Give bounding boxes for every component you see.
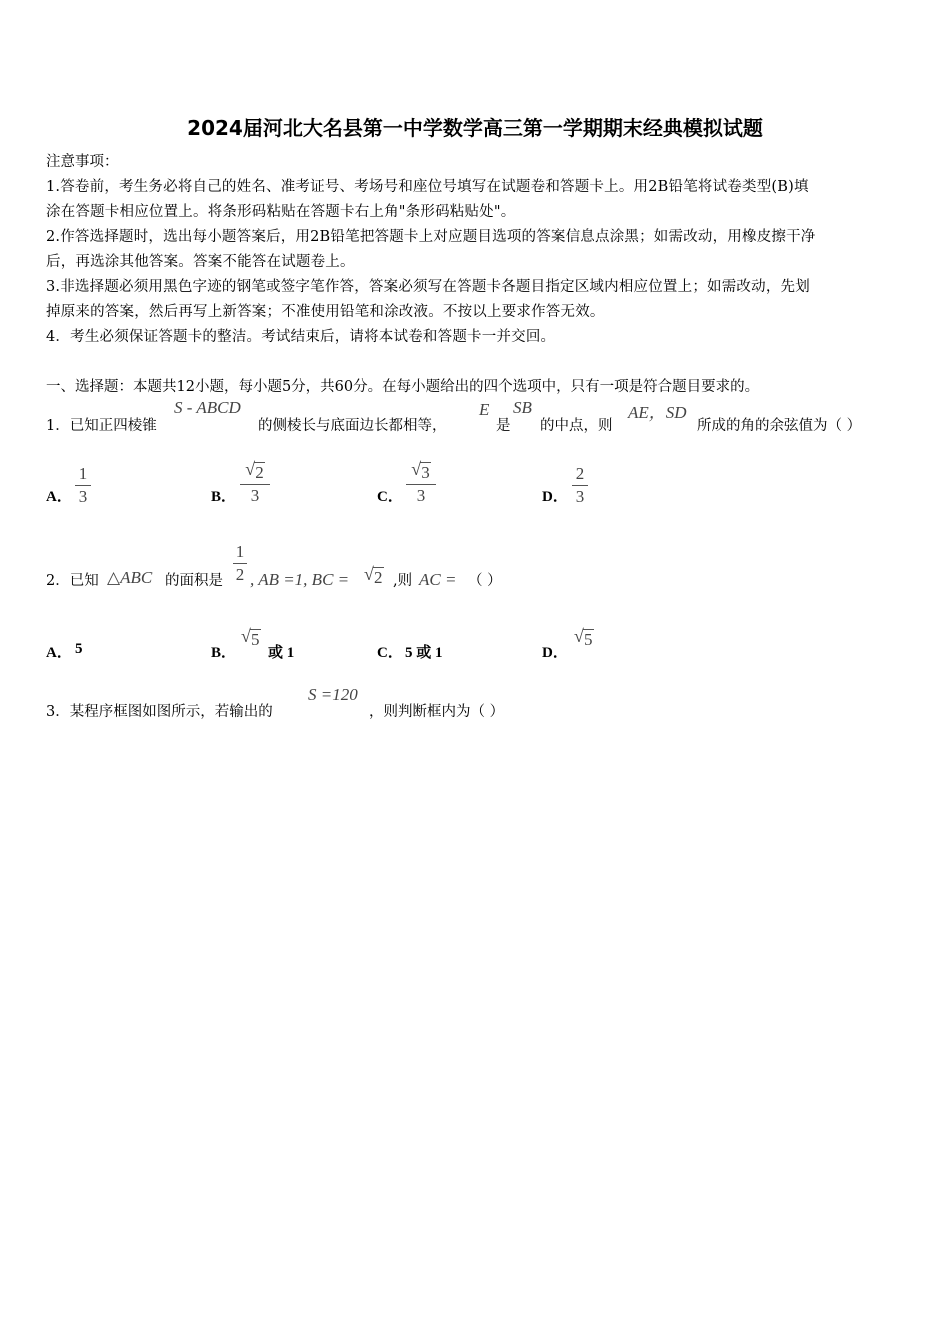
q2-option-d-radicand: 5 [584, 630, 593, 649]
sqrt-symbol: √ 5 [574, 626, 593, 649]
fraction-bar [233, 563, 247, 564]
q2-option-b-label[interactable]: B． [211, 645, 237, 661]
q2-math-triangle: △ABC [107, 568, 153, 587]
sqrt-symbol: √ 3 [411, 459, 430, 482]
q3-math-output [308, 685, 358, 705]
q2-math-sqrt2 [364, 564, 384, 588]
fraction-bar [75, 485, 91, 486]
fraction-bar [240, 484, 270, 485]
q2-option-b-radicand: 5 [251, 630, 260, 649]
q2-area-numerator: 1 [235, 542, 245, 561]
notice-line-3: 2.作答选择题时，选出每小题答案后，用2B铅笔把答题卡上对应题目选项的答案信息点涂黑；如需改动，用橡皮擦干净 [46, 229, 816, 245]
notice-line-5: 3.非选择题必须用黑色字迹的钢笔或签字笔作答，答案必须写在答题卡各题目指定区域内相应位置上；如需改动，先划 [46, 279, 810, 295]
q1-option-d-label[interactable]: D． [542, 489, 568, 505]
q1-option-b-fraction[interactable] [240, 459, 270, 506]
q1-math-e: E [479, 400, 490, 419]
q1-text-3: 是 [496, 418, 511, 434]
q2-option-a-value[interactable]: 5 [75, 641, 83, 657]
q1-text-1: 1．已知正四棱锥 [46, 418, 157, 434]
q1-option-d-fraction[interactable] [572, 464, 588, 507]
q1-math-pyramid: S - ABCD [174, 398, 241, 417]
q2-text-1: 2．已知 [46, 573, 99, 589]
q1-option-c-label[interactable]: C． [377, 489, 403, 505]
q1-option-d-numerator: 2 [575, 464, 585, 483]
q2-text-3: ,则 [393, 573, 413, 589]
q2-option-a-label[interactable]: A． [46, 645, 72, 661]
q2-text-4: （ ） [468, 573, 502, 589]
q2-option-c-label[interactable]: C． [377, 645, 403, 661]
q1-option-b-denominator: 3 [250, 486, 260, 505]
notice-line-6: 掉原来的答案，然后再写上新答案；不准使用铅笔和涂改液。不按以上要求作答无效。 [46, 304, 605, 320]
q1-math-lines: AE，SD [628, 403, 687, 422]
q3-text-1: 3．某程序框图如图所示，若输出的 [46, 704, 273, 720]
q2-radicand: 2 [374, 568, 383, 587]
q1-math-sb: SB [513, 398, 532, 417]
page-title: 2024届河北大名县第一中学数学高三第一学期期末经典模拟试题 [187, 116, 763, 140]
sqrt-symbol: √ 2 [245, 459, 264, 482]
notice-line-2: 涂在答题卡相应位置上。将条形码粘贴在答题卡右上角"条形码粘贴处"。 [46, 204, 516, 220]
q1-option-c-denominator: 3 [416, 486, 426, 505]
fraction-bar [406, 484, 436, 485]
q2-option-d-label[interactable]: D． [542, 645, 568, 661]
q2-area-fraction [233, 542, 247, 585]
q1-option-c-fraction[interactable] [406, 459, 436, 506]
q1-text-4: 的中点，则 [540, 418, 613, 434]
q1-option-a-fraction[interactable] [75, 464, 91, 507]
q1-option-a-numerator: 1 [78, 464, 88, 483]
notice-line-1: 1.答卷前，考生务必将自己的姓名、准考证号、考场号和座位号填写在试题卷和答题卡上。用2B铅笔将试卷类型(B)填 [46, 179, 809, 195]
q1-option-c-radicand: 3 [421, 463, 430, 482]
notice-line-7: 4．考生必须保证答题卡的整洁。考试结束后，请将本试卷和答题卡一并交回。 [46, 329, 556, 345]
q3-text-2: ，则判断框内为（ ） [369, 704, 505, 720]
q2-math-ac: AC = [419, 570, 457, 589]
section-heading: 一、选择题：本题共12小题，每小题5分，共60分。在每小题给出的四个选项中，只有一项是符合题目要求的。 [46, 379, 760, 395]
q2-option-b-text[interactable]: 或 1 [268, 645, 295, 661]
q2-option-c-value[interactable]: 5 或 1 [405, 645, 443, 661]
q1-option-a-denominator: 3 [78, 487, 88, 506]
q1-text-2: 的侧棱长与底面边长都相等， [258, 418, 447, 434]
sqrt-symbol: √ 5 [241, 626, 260, 649]
fraction-bar [572, 485, 588, 486]
sqrt-symbol: √ 2 [364, 564, 383, 587]
q2-math-sides: , AB =1, BC = [250, 570, 350, 589]
notice-heading: 注意事项： [46, 154, 119, 170]
q1-option-b-label[interactable]: B． [211, 489, 237, 505]
notice-line-4: 后，再选涂其他答案。答案不能答在试题卷上。 [46, 254, 355, 270]
q3-math-output-text: S =120 [308, 685, 358, 704]
q2-text-2: 的面积是 [165, 573, 223, 589]
q1-option-d-denominator: 3 [575, 487, 585, 506]
q1-option-a-label[interactable]: A． [46, 489, 72, 505]
q2-option-d-sqrt[interactable] [574, 626, 594, 650]
q1-option-b-radicand: 2 [255, 463, 264, 482]
q2-option-b-sqrt[interactable] [241, 626, 261, 650]
q2-area-denominator: 2 [235, 565, 245, 584]
q1-text-5: 所成的角的余弦值为（ ） [697, 418, 862, 434]
